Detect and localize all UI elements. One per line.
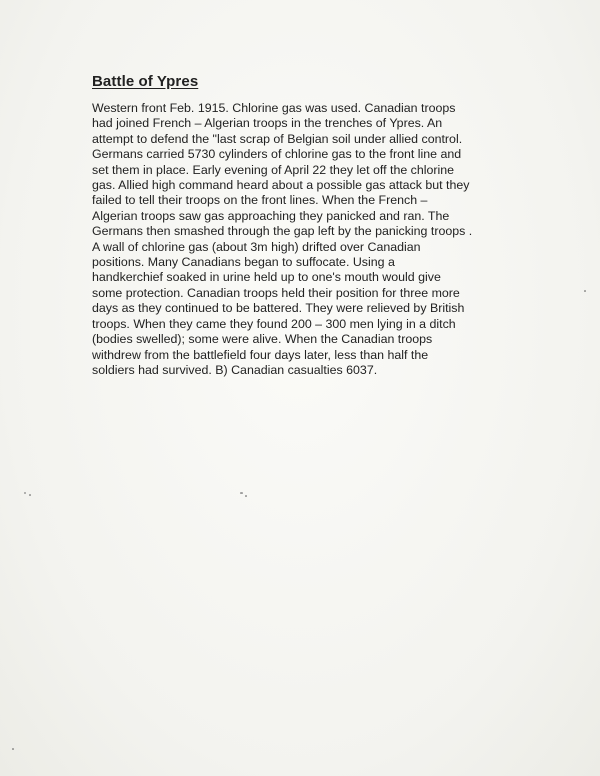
paragraph-line: some protection. Canadian troops held their position for three more: [92, 285, 460, 300]
paragraph-line: Germans then smashed through the gap left by the panicking troops .: [92, 224, 473, 239]
paragraph-line: positions. Many Canadians began to suffocate. Using a: [92, 255, 395, 270]
scan-speck: [584, 290, 586, 292]
paragraph-line: Algerian troops saw gas approaching they panicked and ran. The: [92, 208, 450, 223]
paragraph-line: Germans carried 5730 cylinders of chlorine gas to the front line and: [92, 147, 462, 162]
paragraph-line: A wall of chlorine gas (about 3m high) drifted over Canadian: [92, 239, 421, 254]
scan-speck: [24, 492, 26, 494]
body-paragraph: [92, 101, 532, 378]
scan-speck: [12, 748, 14, 750]
paragraph-line: attempt to defend the "last scrap of Belgian soil under allied control.: [92, 131, 463, 146]
paragraph-line: (bodies swelled); some were alive. When the Canadian troops: [92, 332, 433, 347]
paragraph-line: set them in place. Early evening of April 22 they let off the chlorine: [92, 162, 455, 177]
paragraph-line: days as they continued to be battered. They were relieved by British: [92, 301, 465, 316]
paragraph-line: had joined French – Algerian troops in the trenches of Ypres. An: [92, 116, 443, 131]
paragraph-line: gas. Allied high command heard about a possible gas attack but they: [92, 178, 470, 193]
paragraph-line: troops. When they came they found 200 – 300 men lying in a ditch: [92, 316, 456, 331]
document-title: Battle of Ypres: [92, 73, 199, 90]
scan-speck: [240, 492, 243, 494]
scan-speck: [29, 494, 31, 496]
paragraph-line: failed to tell their troops on the front lines. When the French –: [92, 193, 428, 208]
paragraph-line: handkerchief soaked in urine held up to one's mouth would give: [92, 270, 441, 285]
paragraph-line: Western front Feb. 1915. Chlorine gas was used. Canadian troops: [92, 101, 456, 115]
scan-speck: [245, 495, 247, 497]
paragraph-line: soldiers had survived. B) Canadian casualties 6037.: [92, 362, 378, 377]
paragraph-line: withdrew from the battlefield four days later, less than half the: [92, 347, 429, 362]
